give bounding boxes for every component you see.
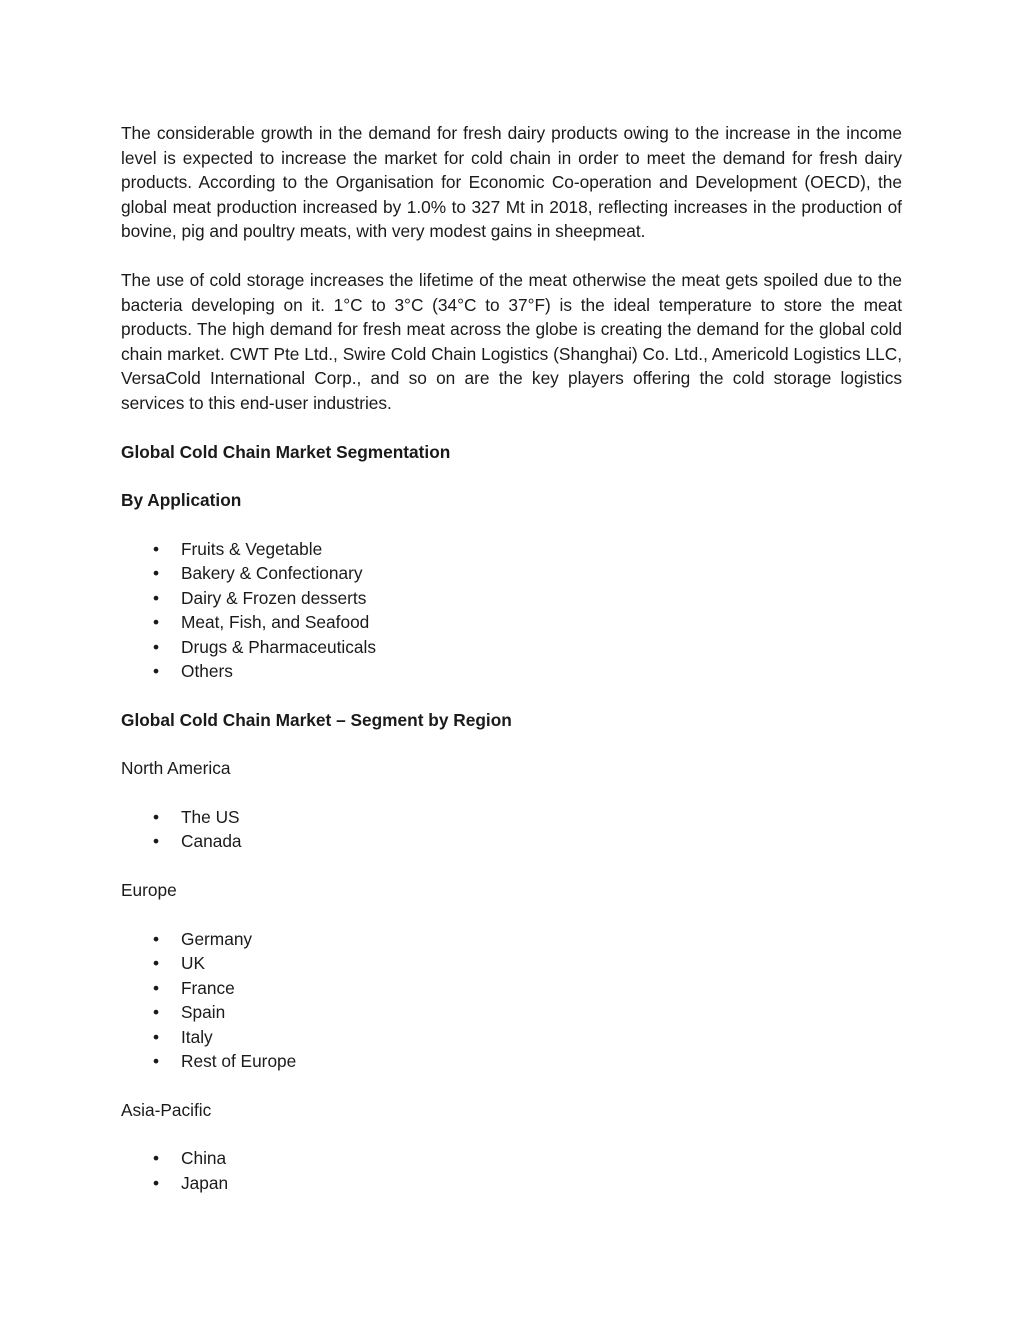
list-item-label: Bakery & Confectionary [181, 563, 363, 584]
bullet-icon: • [152, 977, 160, 998]
list-item-label: Italy [181, 1026, 213, 1047]
bullet-icon: • [152, 1026, 160, 1047]
europe-list [121, 927, 902, 1074]
list-item [121, 1171, 902, 1196]
application-list [121, 537, 902, 684]
list-item [121, 951, 902, 976]
paragraph-gap [121, 903, 902, 927]
bullet-icon: • [152, 538, 160, 559]
bullet-icon: • [152, 1148, 160, 1169]
bullet-icon: • [152, 1051, 160, 1071]
list-item-label: The US [181, 806, 240, 827]
bullet-icon: • [152, 587, 160, 608]
paragraph-gap [121, 732, 902, 756]
bullet-icon: • [152, 953, 160, 973]
region-name-asia-pacific: Asia-Pacific [121, 1099, 212, 1120]
list-item [121, 976, 902, 1001]
list-item-label: Spain [181, 1002, 226, 1022]
segmentation-heading: Global Cold Chain Market Segmentation [121, 441, 451, 462]
bullet-icon: • [152, 612, 160, 633]
region-name-north-america: North America [121, 758, 231, 779]
list-item [121, 1049, 902, 1074]
list-item-label: Fruits & Vegetable [181, 538, 323, 559]
paragraph-gap [121, 854, 902, 878]
list-item [121, 659, 902, 684]
document-page [121, 121, 902, 1195]
list-item-label: Others [181, 661, 233, 682]
list-item-label: Canada [181, 831, 242, 852]
bullet-icon: • [152, 928, 160, 949]
bullet-icon: • [152, 831, 160, 852]
list-item [121, 586, 902, 611]
paragraph-gap [121, 513, 902, 537]
bullet-icon: • [152, 1172, 160, 1193]
bullet-icon: • [152, 661, 160, 682]
asia-pacific-list [121, 1146, 902, 1195]
list-item-label: UK [181, 953, 206, 973]
list-item-label: Germany [181, 928, 253, 949]
list-item-label: France [181, 977, 235, 998]
list-item-label: Drugs & Pharmaceuticals [181, 636, 376, 657]
list-item [121, 1146, 902, 1171]
list-item [121, 1025, 902, 1050]
application-heading: By Application [121, 490, 242, 511]
list-item-label: Dairy & Frozen desserts [181, 587, 367, 608]
bullet-icon: • [152, 1002, 160, 1022]
list-item-label: Meat, Fish, and Seafood [181, 612, 370, 633]
list-item [121, 537, 902, 562]
list-item [121, 927, 902, 952]
paragraph-gap [121, 781, 902, 805]
region-heading: Global Cold Chain Market – Segment by Region [121, 709, 512, 730]
paragraph-gap [121, 416, 902, 440]
bullet-icon: • [152, 636, 160, 657]
cold-storage-paragraph: The use of cold storage increases the lifetime of the meat otherwise the meat gets spoiled due to the bacteria developing on it. 1°C to 3°C (34°C to 37°F) is the ideal temperature to store the meat products. The high demand for fresh meat across the globe is creating the demand for the global cold chain market. CWT Pte Ltd., Swire Cold Chain Logistics (Shanghai) Co. Ltd., Americold Logistics LLC, VersaCold International Corp., and so on are the key players offering the cold storage logistics services to this end-user industries. [121, 269, 902, 413]
intro-paragraph: The considerable growth in the demand for fresh dairy products owing to the increase in the income level is expected to increase the market for cold chain in order to meet the demand for fresh dairy products. According to the Organisation for Economic Co-operation and Development (OECD), the global meat production increased by 1.0% to 327 Mt in 2018, reflecting increases in the production of bovine, pig and poultry meats, with very modest gains in sheepmeat. [121, 123, 902, 242]
north-america-list [121, 805, 902, 854]
paragraph-gap [121, 1122, 902, 1146]
list-item [121, 805, 902, 830]
paragraph-gap [121, 464, 902, 488]
paragraph-gap [121, 1074, 902, 1098]
paragraph-gap [121, 684, 902, 708]
paragraph-gap [121, 244, 902, 268]
bullet-icon: • [152, 806, 160, 827]
list-item [121, 561, 902, 586]
list-item-label: China [181, 1148, 227, 1169]
bullet-icon: • [152, 563, 160, 584]
list-item-label: Japan [181, 1172, 229, 1193]
region-name-europe: Europe [121, 879, 177, 900]
list-item [121, 610, 902, 635]
list-item [121, 635, 902, 660]
list-item [121, 1000, 902, 1025]
list-item-label: Rest of Europe [181, 1051, 297, 1071]
list-item [121, 829, 902, 854]
